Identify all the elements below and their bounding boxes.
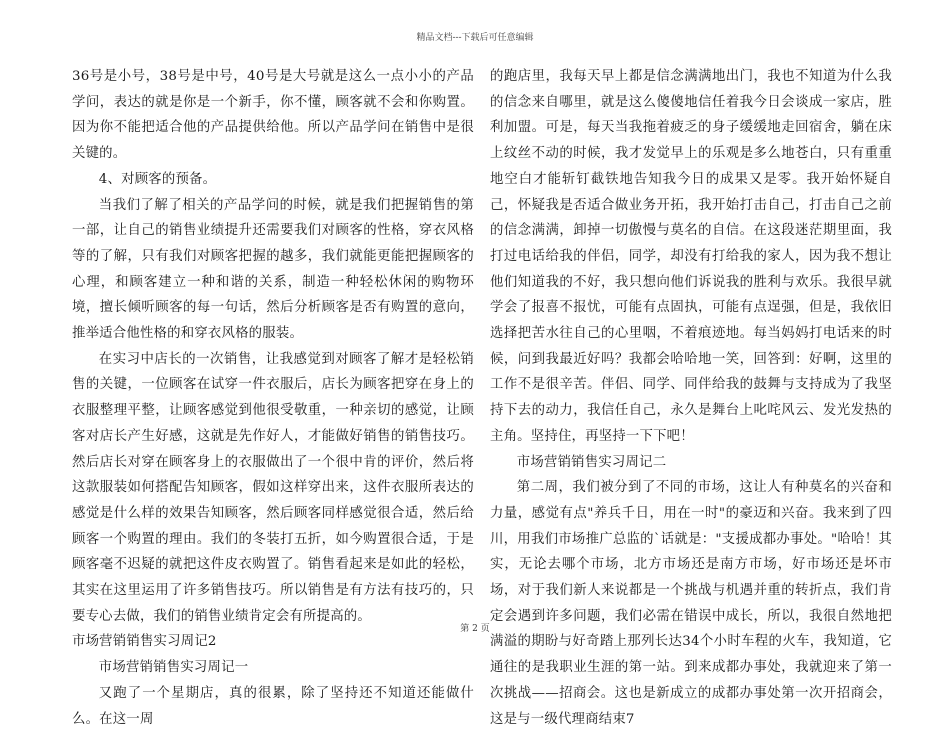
heading-weekly-journal-2: 市场营销销售实习周记2: [72, 634, 217, 650]
heading-weekly-journal-one: 市场营销销售实习周记一: [98, 660, 249, 676]
page-number: 第 2 页: [460, 624, 490, 634]
document-header-note: 精品文档---下载后可任意编辑: [416, 33, 534, 43]
paragraph-product-knowledge: 36号是小号，38号是中号，40号是大号就是这么一点小小的产品学问，表达的就是你是一个新手，你不懂，顾客就不会和你购置。因为你不能把适合他的产品提供给他。所以产品学问在销售中是很关键的。: [72, 69, 474, 162]
paragraph-week-one-continued: 的跑店里，我每天早上都是信念满满地出门，我也不知道为什么我的信念来自哪里，就是这么傻傻地信任着我今日会谈成一家店，胜利加盟。可是，每天当我拖着疲乏的身子缓缓地走回宿舍，躺在床上纹丝不动的时候，我才发觉早上的乐观是多么地苍白，只有重重地空白才能斩钉截铁地告知我今日的成果又是零。我开始怀疑自己，怀疑我是否适合做业务开拓，我开始打击自己，打击自己之前的信念满满，卸掉一切傲慢与莫名的自信。在这段迷茫期里面，我打过电话给我的伴侣，同学，却没有打给我的家人，因为我不想让他们知道我的不好，我只想向他们诉说我的胜利与欢乐。我很早就学会了报喜不报忧，可能有点固执，可能有点逞强，但是，我依旧选择把苦水往自己的心里咽，不着痕迹地。每当妈妈打电话来的时候，问到我最近好吗？我都会哈哈地一笑，回答到：好啊，这里的工作不是很辛苦。伴侣、同学、同伴给我的鼓舞与支持成为了我坚持下去的动力，我信任自己，永久是舞台上叱咤风云、发光发热的主角。坚持住，再坚持一下下吧！: [490, 69, 892, 444]
paragraph-week-one-start: 又跑了一个星期店，真的很累，除了坚持还不知道还能做什么。在这一周: [72, 685, 474, 727]
section-heading-customer-preparation: 4、对顾客的预备。: [98, 171, 217, 187]
paragraph-week-two: 第二周，我们被分到了不同的市场，这让人有种莫名的兴奋和力量，感觉有点"养兵千日，用在一时"的豪迈和兴奋。我来到了四川，用我们市场推广总监的`话就是："支援成都办事处。"哈哈！其实，无论去哪个市场，北方市场还是南方市场，好市场还是坏市场，对于我们新人来说都是一个挑战与机遇并重的转折点，我们肯定会遇到许多问题，我们必需在错误中成长，所以，我很自然地把满溢的期盼与好奇踏上那列长达34个小时车程的火车，我知道，它通往的是我职业生涯的第一站。到来成都办事处，我就迎来了第一次挑战——招商会。这也是新成立的成都办事处第一次开招商会，这是与一级代理商结束7: [490, 480, 892, 727]
paragraph-customer-understanding: 当我们了解了相关的产品学问的时候，就是我们把握销售的第一部，让自己的销售业绩提升还需要我们对顾客的性格，穿衣风格等的了解，只有我们对顾客把握的越多，我们就能更能把握顾客的心理，和顾客建立一种和谐的关系，制造一种轻松休闲的购物环境，擅长倾听顾客的每一句话，然后分析顾客是否有购置的意向，推举适合他性格的和穿衣风格的服装。: [72, 197, 474, 342]
heading-weekly-journal-two: 市场营销销售实习周记二: [516, 454, 667, 470]
paragraph-store-manager-sale: 在实习中店长的一次销售，让我感觉到对顾客了解才是轻松销售的关键，一位顾客在试穿一件衣服后，店长为顾客把穿在身上的衣服整理平整，让顾客感觉到他很受敬重，一种亲切的感觉，让顾客对店长产生好感，这就是先作好人，才能做好销售的销售技巧。然后店长对穿在顾客身上的衣服做出了一个很中肯的评价，然后将这款服装如何搭配告知顾客，假如这样穿出来，这件衣服所表达的感觉是什么样的效果告知顾客，然后顾客同样感觉很合适，然后给顾客一个购置的理由。我们的冬装打五折，如今购置很合适，于是顾客毫不迟疑的就把这件皮衣购置了。销售看起来是如此的轻松，其实在这里运用了许多销售技巧。所以销售是有方法有技巧的，只要专心去做，我们的销售业绩肯定会有所提高的。: [72, 351, 474, 624]
